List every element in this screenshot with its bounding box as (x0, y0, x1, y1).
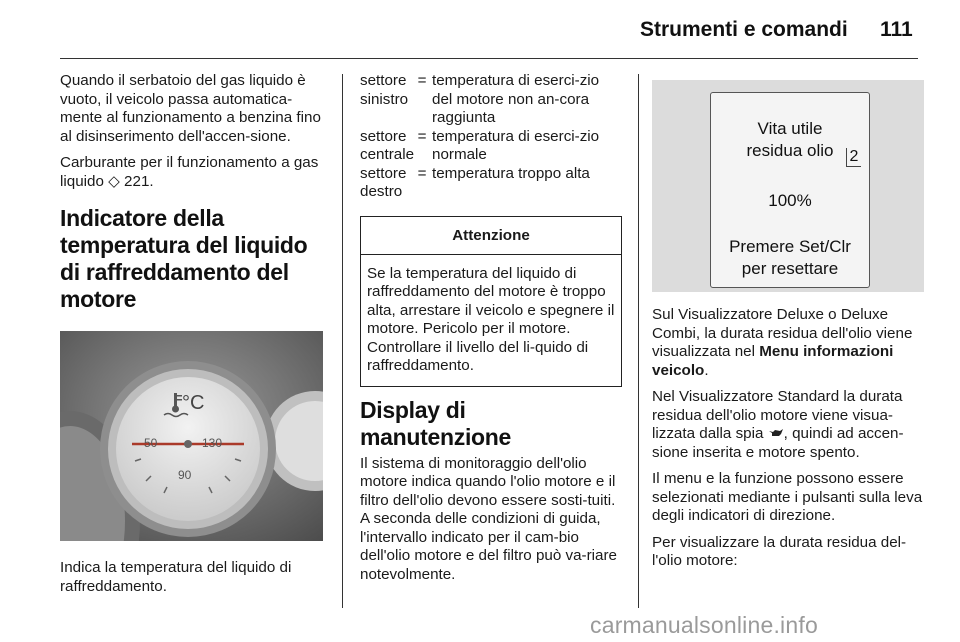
display-screen (710, 92, 870, 288)
paragraph-display-instruction: Per visualizzare la durata residua del-l'olio motore: (652, 533, 907, 569)
display-line-2: residua olio (746, 141, 834, 160)
definition-description: temperatura di eserci-zio normale (432, 127, 600, 163)
paragraph-deluxe-text: Sul Visualizzatore Deluxe o Deluxe Combi, la durata residua dell'olio viene visualizzata nel (652, 306, 913, 360)
sector-definitions (360, 72, 622, 202)
menu-name: Menu informazioni veicolo (652, 343, 894, 379)
warning-body: Se la temperatura del liquido di raffreddamento del motore è troppo alta, arrestare il veicolo e spegnere il motore. Pericolo per il motore. Controllare il livello del li-quido di raffreddamento. (367, 264, 615, 374)
page-number: 111 (880, 18, 913, 41)
gauge-label-50: 50 (144, 436, 158, 450)
gauge-label-130: 130 (202, 436, 223, 450)
column-divider-1 (342, 74, 343, 608)
warning-box (360, 216, 622, 387)
paragraph-deluxe-display (652, 306, 924, 380)
paragraph-gas-reference-text: Carburante per il funzionamento a gas liquido (60, 154, 319, 190)
definition-description: temperatura troppo alta (432, 164, 590, 182)
paragraph-standard-text: Nel Visualizzatore Standard la durata residua dell'olio motore viene visua-lizzata dalla spia (652, 388, 903, 442)
paragraph-oil-monitoring: Il sistema di monitoraggio dell'olio motore indica quando l'olio motore e il filtro dell'olio devono essere sosti-tuiti. A seconda delle condizioni di guida, l'intervallo indicato per il cam-bio dell'olio motore e del filtro può va-riare notevolmente. (360, 454, 617, 583)
paragraph-menu-selection: Il menu e la funzione possono essere selezionati mediante i pulsanti sulla leva degli indicatori di direzione. (652, 470, 923, 524)
warning-title: Attenzione (361, 217, 621, 255)
page-ref-link[interactable]: 221. (119, 172, 154, 190)
definition-term: settore centrale (360, 127, 415, 163)
header-divider (60, 58, 918, 59)
gauge-label-90: 90 (178, 468, 192, 482)
column-right (652, 72, 924, 579)
definition-equals: = (417, 164, 427, 182)
column-divider-2 (638, 74, 639, 608)
paragraph-gas-reference (60, 154, 326, 191)
paragraph-gas-empty: Quando il serbatoio del gas liquido è vuoto, il veicolo passa automatica-mente al funzionamento a benzina fino al disinserimento dell'accen-sione. (60, 72, 321, 145)
oil-can-icon (768, 426, 784, 441)
section-title: Strumenti e comandi (640, 18, 848, 41)
column-left (60, 72, 326, 604)
display-line-4: Premere Set/Clr (729, 237, 851, 256)
definition-term: settore sinistro (360, 72, 409, 108)
gauge-caption: Indica la temperatura del liquido di raffreddamento. (60, 559, 292, 595)
page-ref-arrow-icon: ◇ (108, 172, 120, 190)
definition-term: settore destro (360, 164, 407, 200)
display-line-1: Vita utile (757, 119, 823, 138)
definition-description: temperatura di eserci-zio del motore non an-cora raggiunta (432, 72, 600, 126)
column-middle (360, 72, 622, 592)
paragraph-standard-display (652, 388, 924, 462)
watermark: carmanualsonline.info (590, 612, 818, 638)
gauge-unit: °C (182, 392, 205, 414)
definition-row (360, 128, 622, 165)
definition-equals: = (417, 72, 427, 89)
display-line-5: per resettare (741, 259, 839, 278)
display-percent: 100% (768, 191, 812, 210)
definition-row (360, 165, 622, 202)
coolant-gauge-photo (60, 331, 323, 541)
paragraph-deluxe-end: . (704, 361, 709, 379)
paragraph-standard-end: , quindi ad accen-sione inserita e motore spento. (652, 425, 904, 461)
oil-life-display (652, 80, 924, 292)
page-header (0, 0, 960, 62)
heading-coolant-temperature: Indicatore della temperatura del liquido di raffreddamento del motore (60, 205, 308, 312)
definition-equals: = (417, 127, 427, 145)
page-number-icon: 2 (846, 148, 861, 167)
definition-row (360, 72, 622, 128)
heading-maintenance-display: Display di manutenzione (360, 396, 512, 450)
